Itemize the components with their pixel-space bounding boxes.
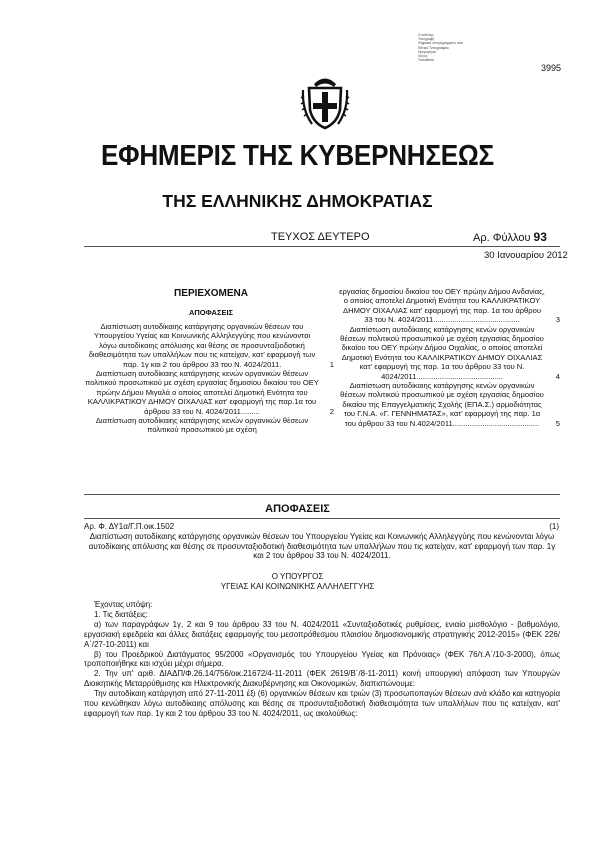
contents-item-text: εργασίας δημοσίου δικαίου του ΟΕΥ πρώην Δήμου Ανδανίας, ο οποίος αποτελεί Δημοτική Ενότητα του ΚΑΛΛΙΚΡΑΤΙΚΟΥ ΔΗΜΟΥ ΟΙΧΑΛΙΑΣ κατ' εφαρμογή της παρ. 1α του άρθρου 33 του Ν. 4024/2011......................................... (339, 287, 545, 325)
sheet-label: Αρ. Φύλλου (473, 232, 531, 244)
sheet-number (473, 230, 547, 244)
contents-item (84, 369, 334, 416)
decision-number: (1) (549, 522, 559, 531)
contents-left-column (84, 322, 334, 435)
body-paragraph: 1. Τις διατάξεις: (94, 609, 148, 619)
contents-item-page: 3 (555, 315, 560, 325)
stamp-line: Λόγος (418, 54, 428, 59)
stamp-line: Ημερομηνία (418, 49, 436, 54)
contents-item (338, 381, 560, 428)
stamp-line: Ψηφιακά υπογεγραμμένο από (418, 41, 464, 46)
body-paragraph: β) του Προεδρικού Διατάγματος 95/2000 «Οργανισμός του Υπουργείου Υγείας και Πρόνοιας» (ΦΕΚ 76/τ.Α΄/10-3-2000), όπως τροποποιήθηκε και ισχύει μέχρι σήμερα. (84, 649, 560, 669)
contents-item-text: Διαπίστωση αυτοδίκαιης κατάργησης κενών οργανικών θέσεων πολιτικού προσωπικού με σχέση εργασίας δημοσίου δικαίου της Επαγγελματικής Σχολής (ΕΠΑ.Σ.) αρμοδιότητας του Γ.Ν.Α. «Γ. ΓΕΝΝΗΜΑΤΑΣ», κατ' εφαρμογή της παρ. 1α του άρθρου 33 του Ν.4024/2011......................................... (340, 381, 544, 428)
stamp-line: Εθνικό Τυπογραφείο (418, 45, 449, 50)
page-number: 3995 (540, 63, 561, 73)
contents-subheading: ΑΠΟΦΑΣΕΙΣ (188, 308, 234, 317)
digital-signature-stamp (418, 33, 488, 62)
sheet-value: 93 (533, 230, 547, 244)
issue-series: ΤΕΥΧΟΣ ΔΕΥΤΕΡΟ (271, 231, 370, 243)
section-divider-top (84, 494, 560, 495)
contents-item-page: 2 (329, 406, 334, 416)
gazette-subtitle: ΤΗΣ ΕΛΛΗΝΙΚΗΣ ΔΗΜΟΚΡΑΤΙΑΣ (162, 191, 433, 211)
contents-item-page: 4 (555, 371, 560, 381)
decisions-heading: ΑΠΟΦΑΣΕΙΣ (265, 503, 330, 515)
gazette-title: ΕΦΗΜΕΡΙΣ ΤΗΣ ΚΥΒΕΡΝΗΣΕΩΣ (101, 140, 494, 172)
contents-item-page: 5 (555, 418, 560, 428)
minister-line: Ο ΥΠΟΥΡΓΟΣ (271, 572, 324, 581)
minister-heading (0, 572, 595, 591)
contents-item-text: Διαπίστωση αυτοδίκαιης κατάργησης κενών οργανικών θέσεων πολιτικού προσωπικού με σχέση εργασίας δημοσίου δικαίου του ΟΕΥ πρώην Δήμου Οιχαλίας, ο οποίος αποτελεί Δημοτική Ενότητα του ΚΑΛΛΙΚΡΑΤΙΚΟΥ ΔΗΜΟΥ ΟΙΧΑΛΙΑΣ κατ' εφαρμογή της παρ. 1α του άρθρου 33 του Ν. 4024/2011......................................... (340, 324, 544, 381)
decision-body (84, 600, 560, 719)
contents-item (84, 322, 334, 369)
body-paragraph: α) των παραγράφων 1γ, 2 και 9 του άρθρου 33 του Ν. 4024/2011 «Συνταξιοδοτικές ρυθμίσεις, ενιαίο μισθολόγιο - βαθμολόγιο, εργασιακή εφεδρεία και άλλες διατάξεις εφαρμογής του μεσοπρόθεσμου πλαισίου δημοσιονομικής στρατηγικής 2012-2015» (ΦΕΚ 226/Α΄/27-10-2011) και (84, 619, 560, 649)
contents-item-page: 1 (329, 359, 334, 369)
contents-heading: ΠΕΡΙΕΧΟΜΕΝΑ (174, 288, 248, 299)
greek-coat-of-arms-icon (300, 70, 350, 132)
decision-reference: Αρ. Φ. ΔΥ1α/Γ.Π.οικ.1502 (84, 522, 175, 531)
body-paragraph: Έχοντας υπόψη: (94, 600, 153, 609)
stamp-line: Τοποθεσία (418, 58, 434, 63)
contents-right-column (338, 287, 560, 428)
contents-item (338, 287, 560, 325)
section-divider-bottom (84, 518, 560, 519)
body-paragraph: 2. Την υπ' αριθ. ΔΙΑΔΠ/Φ.26.14/756/οικ.21672/4-11-2011 (ΦΕΚ 2619/Β΄/8-11-2011) κοινή υπουργική απόφαση των Υπουργών Διοικητικής Μεταρρύθμισης και Ηλεκτρονικής Διακυβέρνησης και Οικονομικών, διαπιστώνουμε: (84, 669, 560, 689)
issue-date: 30 Ιανουαρίου 2012 (484, 250, 568, 261)
contents-item-text: Διαπίστωση αυτοδίκαιης κατάργησης κενών οργανικών θέσεων πολιτικού προσωπικού με σχέση εργασίας δημοσίου δικαίου του ΟΕΥ πρώην Δήμου Μιγαλά ο οποίος αποτελεί Δημοτική Ενότητα του ΚΑΛΛΙΚΡΑΤΙΚΟΥ ΔΗΜΟΥ ΟΙΧΑΛΙΑΣ κατ' εφαρμογή της παρ.1α του άρθρου 33 του Ν. 4024/2011......... (85, 369, 319, 416)
contents-item-text: Διαπίστωση αυτοδίκαιης κατάργησης κενών οργανικών θέσεων πολιτικού προσωπικού με σχέση (95, 416, 309, 435)
contents-item (84, 416, 334, 435)
body-paragraph: Την αυτοδίκαιη κατάργηση από 27-11-2011 έξι (6) οργανικών θέσεων και τριών (3) προσωποπαγών θέσεων ανά κλάδο και κατηγορία που κενώθηκαν λόγω αυτοδίκαιης απόλυσης και θέσης σε προσυνταξιοδοτική διαθεσιμότητα των υπαλλήλων που τις κατείχαν, κατ' εφαρμογή των παρ. 1γ και 2 του άρθρου 33 του Ν. 4024/2011, ως ακολούθως: (84, 689, 560, 718)
minister-line: ΥΓΕΙΑΣ ΚΑΙ ΚΟΙΝΩΝΙΚΗΣ ΑΛΛΗΛΕΓΓΥΗΣ (220, 581, 375, 591)
stamp-line: Υπογραφή (418, 37, 435, 42)
header-divider (84, 246, 560, 247)
stamp-line: Ο εκδότης (418, 33, 434, 37)
contents-item-text: Διαπίστωση αυτοδίκαιης κατάργησης οργανικών θέσεων του Υπουργείου Υγείας και Κοινωνικής Αλληλεγγύης που κενώνονται λόγω αυτοδίκαιης απόλυσης και θέσης σε προσυνταξιοδοτική διαθεσιμότητα των υπαλλήλων που τις κατείχαν, κατ' εφαρμογή των παρ. 1γ και 2 του άρθρου 33 του Ν. 4024/2011. (88, 322, 316, 369)
contents-item (338, 325, 560, 381)
decision-title: Διαπίστωση αυτοδίκαιης κατάργησης οργανικών θέσεων του Υπουργείου Υγείας και Κοινωνικής Αλληλεγγύης που κενώνονται λόγω αυτοδίκαιης απόλυσης και θέσης σε προσυνταξιοδοτική διαθεσιμότητα των υπαλλήλων που τις κατείχαν, κατ' εφαρμογή των παρ. 1γ και 2 του άρθρου 33 του Ν. 4024/2011. (88, 532, 556, 561)
